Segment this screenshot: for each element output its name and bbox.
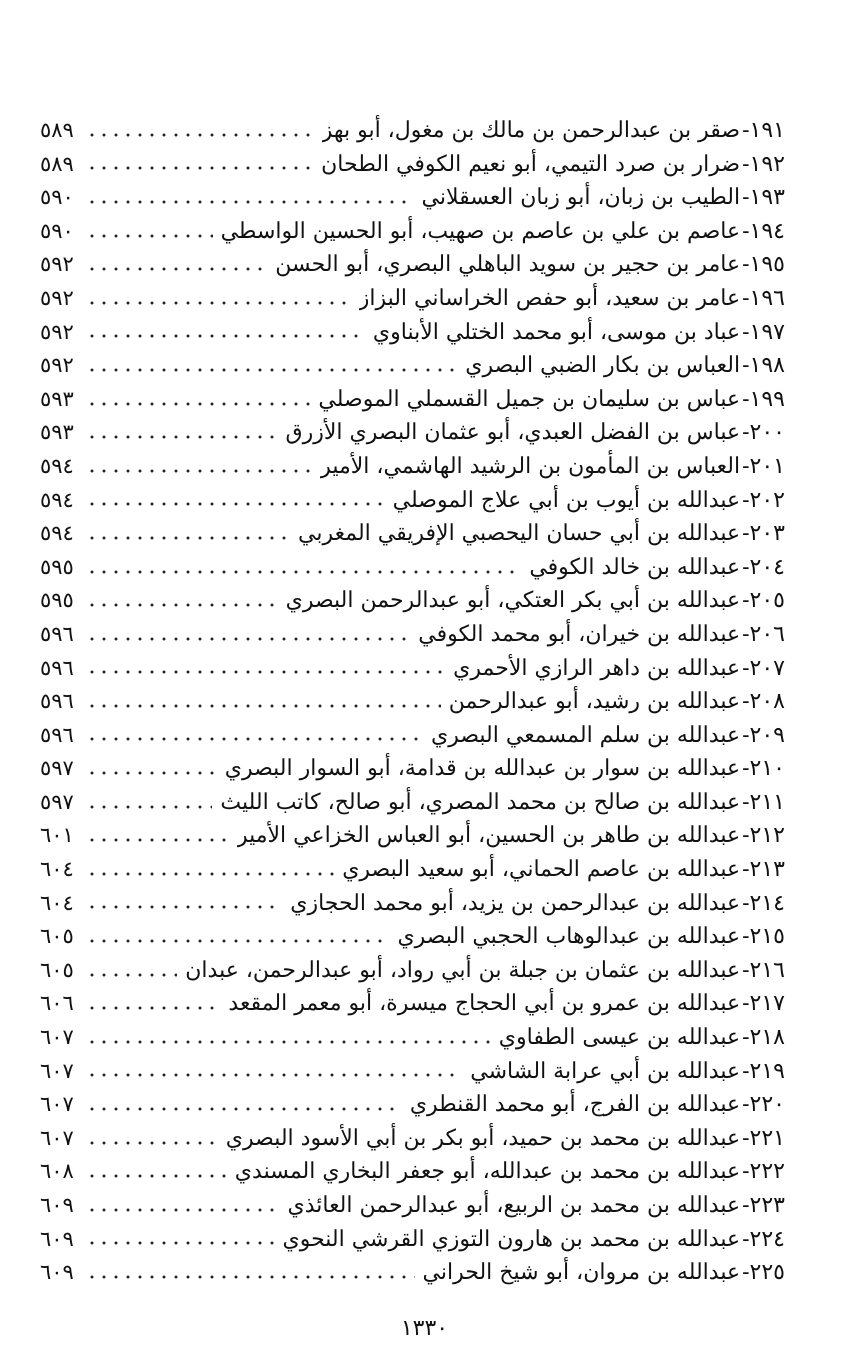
entry-number: ١٩٢- [742, 151, 785, 177]
toc-entry [40, 1088, 785, 1122]
toc-entry [40, 1055, 785, 1089]
toc-entry [40, 248, 785, 282]
toc-entry [40, 719, 785, 753]
dot-leader [86, 264, 267, 274]
entry-number: ٢٠٤- [742, 554, 785, 580]
entry-number: ٢٠٦- [742, 621, 785, 647]
toc-entry [40, 920, 785, 954]
dot-leader [86, 466, 312, 476]
dot-leader [86, 533, 290, 543]
toc-entry [40, 1122, 785, 1156]
entry-number: ٢١٥- [742, 924, 785, 950]
dot-leader [86, 1171, 227, 1181]
entry-title: عبدالله بن خيران، أبو محمد الكوفي [418, 621, 741, 647]
dot-leader [86, 869, 334, 879]
dot-leader [86, 298, 351, 308]
toc-entry [40, 618, 785, 652]
entry-page-number: ٥٩٤ [40, 453, 74, 478]
entry-page-number: ٦٠٧ [40, 1092, 74, 1117]
toc-entry [40, 1189, 785, 1223]
entry-title: صقر بن عبدالرحمن بن مالك بن مغول، أبو بهز [321, 118, 741, 143]
dot-leader [86, 902, 282, 912]
entry-title: عبدالله بن الفرج، أبو محمد القنطري [409, 1092, 741, 1118]
entry-page-number: ٥٩٠ [40, 218, 74, 243]
entry-page-number: ٥٩٢ [40, 252, 74, 277]
dot-leader [86, 365, 457, 375]
entry-page-number: ٥٩٠ [40, 185, 74, 210]
dot-leader [86, 231, 213, 241]
entry-title: عبدالله بن خالد الكوفي [529, 554, 741, 580]
entry-page-number: ٥٩٢ [40, 353, 74, 378]
entry-title: عبدالله بن أبي بكر العتكي، أبو عبدالرحمن البصري [285, 588, 741, 614]
entry-title: عبدالله بن محمد بن الربيع، أبو عبدالرحمن العائذي [287, 1193, 741, 1218]
entry-page-number: ٦٠٩ [40, 1260, 74, 1285]
entry-number: ١٩٦- [742, 285, 785, 311]
entry-page-number: ٦٠٥ [40, 957, 74, 982]
toc-entry [40, 416, 785, 450]
entry-page-number: ٥٩٧ [40, 756, 74, 781]
entry-number: ٢٢٣- [742, 1193, 785, 1218]
toc-entry [40, 551, 785, 585]
dot-leader [86, 970, 177, 980]
entry-page-number: ٦٠٥ [40, 924, 74, 949]
entry-title: عباس بن سليمان بن جميل القسملي الموصلي [318, 386, 741, 412]
toc-entry [40, 484, 785, 518]
toc-entry [40, 652, 785, 686]
entry-title: عبدالله بن مروان، أبو شيخ الحراني [422, 1260, 741, 1286]
entry-title: عبدالله بن محمد بن حميد، أبو بكر بن أبي الأسود البصري [225, 1125, 741, 1151]
entry-number: ١٩١- [742, 118, 785, 143]
entry-title: عبدالله بن سوار بن عبدالله بن قدامة، أبو السوار البصري [224, 756, 741, 782]
entry-page-number: ٥٩٦ [40, 689, 74, 714]
toc-entry [40, 181, 785, 215]
toc-entry [40, 752, 785, 786]
entry-number: ٢١٧- [742, 991, 785, 1017]
entry-page-number: ٥٩٤ [40, 521, 74, 546]
page-number: ١٣٣٠ [400, 1316, 449, 1341]
dot-leader [86, 130, 314, 140]
entry-title: عبدالله بن رشيد، أبو عبدالرحمن [448, 689, 741, 715]
entry-title: عاصم بن علي بن عاصم بن صهيب، أبو الحسين الواسطي [220, 218, 741, 244]
entry-page-number: ٦٠٧ [40, 1125, 74, 1150]
entry-page-number: ٦٠٦ [40, 991, 74, 1016]
dot-leader [86, 1138, 218, 1148]
entry-title: عبدالله بن محمد بن عبدالله، أبو جعفر البخاري المسندي [234, 1159, 741, 1185]
dot-leader [86, 600, 278, 610]
entry-title: عبدالله بن عاصم الحماني، أبو سعيد البصري [342, 857, 741, 883]
dot-leader [86, 1238, 274, 1248]
entry-title: عبدالله بن عمرو بن أبي الحجاج ميسرة، أبو معمر المقعد [228, 991, 741, 1017]
entry-number: ٢٢١- [742, 1125, 785, 1151]
toc-entry [40, 383, 785, 417]
entry-page-number: ٦٠٤ [40, 857, 74, 882]
entry-number: ١٩٥- [742, 252, 785, 278]
entry-title: عباس بن الفضل العبدي، أبو عثمان البصري الأزرق [285, 420, 741, 446]
dot-leader [86, 1070, 462, 1080]
dot-leader [86, 432, 278, 442]
entry-title: عبدالله بن عثمان بن جبلة بن أبي رواد، أبو عبدالرحمن، عبدان [185, 957, 741, 983]
entry-page-number: ٥٩٣ [40, 420, 74, 445]
dot-leader [86, 197, 413, 207]
dot-leader [86, 835, 229, 845]
dot-leader [86, 163, 313, 173]
entry-title: عبدالله بن سلم المسمعي البصري [430, 722, 741, 748]
entry-number: ١٩٩- [742, 386, 785, 412]
dot-leader [86, 1003, 220, 1013]
entry-title: عبدالله بن عبدالوهاب الحجبي البصري [397, 924, 741, 950]
toc-entry [40, 1256, 785, 1290]
toc-entry [40, 215, 785, 249]
entry-number: ٢٠١- [742, 453, 785, 479]
toc-entry [40, 987, 785, 1021]
entry-page-number: ٥٩٢ [40, 285, 74, 310]
entry-number: ٢٠٨- [742, 689, 785, 715]
entry-title: عباد بن موسى، أبو محمد الختلي الأبناوي [372, 319, 741, 345]
toc-entry [40, 316, 785, 350]
toc-entry [40, 819, 785, 853]
entry-title: عبدالله بن طاهر بن الحسين، أبو العباس الخزاعي الأمير [236, 823, 741, 849]
entry-number: ٢١٢- [742, 823, 785, 849]
toc-entry [40, 887, 785, 921]
entry-page-number: ٥٩٥ [40, 554, 74, 579]
toc-entry [40, 853, 785, 887]
toc-entry [40, 450, 785, 484]
toc-entry [40, 148, 785, 182]
entry-page-number: ٦٠٧ [40, 1058, 74, 1083]
entry-number: ٢٢٠- [742, 1092, 785, 1118]
entry-number: ٢٠٥- [742, 588, 785, 614]
entry-number: ٢١٨- [742, 1025, 785, 1051]
entry-number: ٢١٤- [742, 890, 785, 916]
dot-leader [86, 936, 389, 946]
entry-number: ٢٠٩- [742, 722, 785, 748]
entry-page-number: ٥٩٧ [40, 789, 74, 814]
toc-entry [40, 584, 785, 618]
dot-leader [86, 802, 212, 812]
entry-page-number: ٥٨٩ [40, 118, 74, 142]
dot-leader [86, 768, 217, 778]
entry-title: ضرار بن صرد التيمي، أبو نعيم الكوفي الطحان [321, 151, 741, 177]
dot-leader [86, 1104, 402, 1114]
entry-number: ١٩٧- [742, 319, 785, 345]
entry-title: عبدالله بن صالح بن محمد المصري، أبو صالح، كاتب الليث [220, 789, 741, 815]
entry-number: ٢٠٠- [742, 420, 785, 446]
toc-entry [40, 517, 785, 551]
entry-title: الطيب بن زبان، أبو زبان العسقلاني [421, 185, 741, 211]
entry-number: ٢٢٥- [742, 1260, 785, 1286]
entry-number: ٢١٩- [742, 1058, 785, 1084]
entry-title: عامر بن سعيد، أبو حفص الخراساني البزاز [358, 285, 741, 311]
toc-entry [40, 1021, 785, 1055]
toc-entry [40, 786, 785, 820]
entry-number: ٢٠٧- [742, 655, 785, 681]
entry-title: العباس بن بكار الضبي البصري [465, 353, 741, 379]
entry-title: العباس بن المأمون بن الرشيد الهاشمي، الأمير [320, 453, 741, 479]
dot-leader [86, 399, 310, 409]
entry-title: عبدالله بن عبدالرحمن بن يزيد، أبو محمد الحجازي [290, 890, 741, 916]
entry-number: ٢١٠- [742, 756, 785, 782]
entry-number: ٢٠٣- [742, 521, 785, 547]
entry-page-number: ٥٩٤ [40, 487, 74, 512]
toc-entry [40, 282, 785, 316]
dot-leader [86, 499, 385, 509]
entry-title: عبدالله بن أبي حسان اليحصبي الإفريقي المغربي [298, 521, 741, 547]
dot-leader [86, 1037, 491, 1047]
dot-leader [86, 331, 365, 341]
entry-page-number: ٦٠٩ [40, 1226, 74, 1251]
dot-leader [86, 567, 521, 577]
table-of-contents [40, 114, 785, 1290]
entry-page-number: ٥٨٩ [40, 151, 74, 176]
entry-title: عامر بن حجير بن سويد الباهلي البصري، أبو الحسن [275, 252, 741, 278]
dot-leader [86, 1205, 279, 1215]
toc-entry [40, 954, 785, 988]
dot-leader [86, 1272, 415, 1282]
entry-page-number: ٥٩٦ [40, 621, 74, 646]
entry-title: عبدالله بن محمد بن هارون التوزي القرشي النحوي [282, 1226, 741, 1252]
entry-number: ١٩٤- [742, 218, 785, 244]
entry-number: ٢٠٢- [742, 487, 785, 513]
dot-leader [86, 634, 410, 644]
entry-page-number: ٦٠٧ [40, 1025, 74, 1050]
entry-number: ٢١٦- [742, 957, 785, 983]
entry-number: ٢١٣- [742, 857, 785, 883]
dot-leader [86, 667, 445, 677]
entry-page-number: ٥٩٢ [40, 319, 74, 344]
entry-number: ١٩٣- [742, 185, 785, 211]
entry-title: عبدالله بن أيوب بن أبي علاج الموصلي [392, 487, 741, 513]
toc-entry [40, 1155, 785, 1189]
entry-number: ٢١١- [742, 789, 785, 815]
entry-number: ٢٢٢- [742, 1159, 785, 1185]
toc-entry [40, 114, 785, 148]
entry-page-number: ٦٠٨ [40, 1159, 74, 1184]
entry-number: ٢٢٤- [742, 1226, 785, 1252]
entry-page-number: ٥٩٣ [40, 386, 74, 411]
toc-entry [40, 1223, 785, 1257]
entry-title: عبدالله بن عيسى الطفاوي [498, 1025, 741, 1051]
entry-title: عبدالله بن أبي عرابة الشاشي [470, 1058, 741, 1084]
toc-entry [40, 685, 785, 719]
entry-page-number: ٥٩٦ [40, 655, 74, 680]
entry-page-number: ٦٠٤ [40, 890, 74, 915]
entry-page-number: ٦٠١ [40, 823, 74, 848]
entry-title: عبدالله بن داهر الرازي الأحمري [453, 655, 741, 681]
entry-page-number: ٦٠٩ [40, 1193, 74, 1217]
entry-page-number: ٥٩٦ [40, 722, 74, 747]
toc-entry [40, 349, 785, 383]
entry-number: ١٩٨- [742, 353, 785, 379]
entry-page-number: ٥٩٥ [40, 588, 74, 613]
dot-leader [86, 701, 441, 711]
dot-leader [86, 734, 423, 744]
